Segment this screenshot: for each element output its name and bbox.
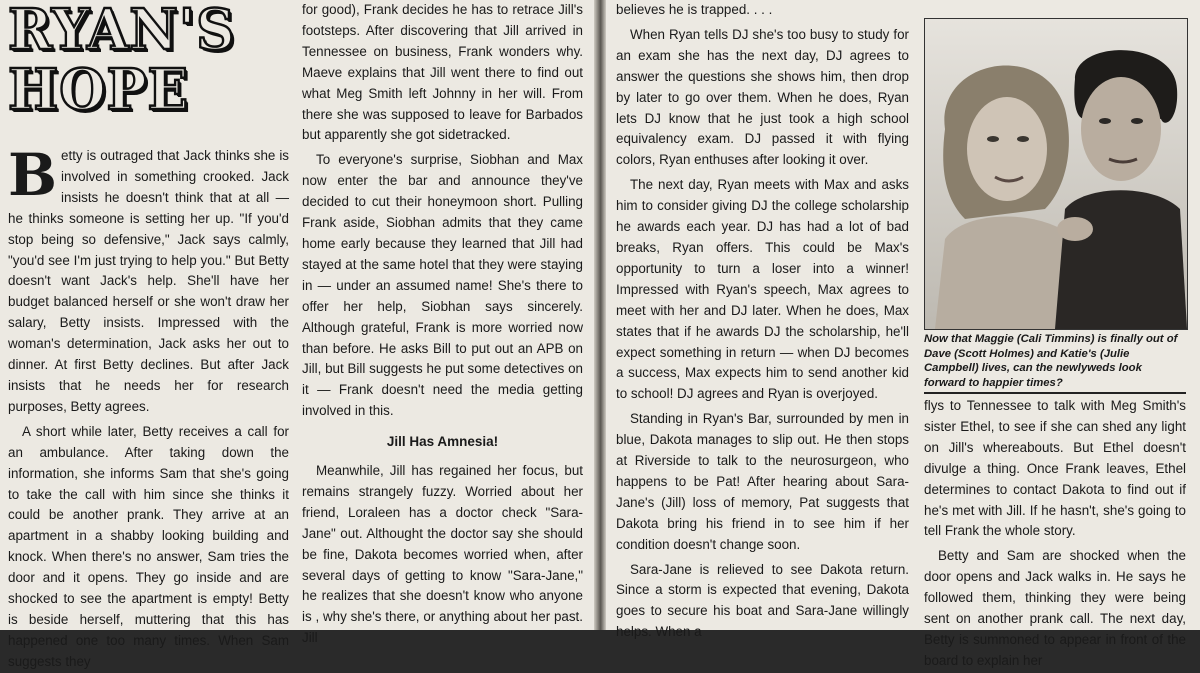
column-2 [302,0,583,646]
paragraph: The next day, Ryan meets with Max and asks him to consider giving DJ the college scholarship he awards each year. DJ has had a lot of bad breaks, Ryan offers. This could be Max's opportunity to turn a loser into a winner! Impressed with Ryan's speech, Max agrees to meet with her and DJ later. When he does, Max states that if he awards DJ the scholarship, he'll expect something in return — when DJ becomes a success, Max expects him to send another kid to school! DJ agrees and Ryan is overjoyed. [616,177,909,402]
book-gutter [594,0,606,630]
paragraph: believes he is trapped. . . . [616,2,773,17]
subheading: Jill Has Amnesia! [386,434,499,450]
paragraph [8,141,289,418]
left-page [0,0,594,669]
logo [8,0,289,140]
logo-line-1: RYAN'S [8,0,236,63]
photo-caption: Now that Maggie (Cali Timmins) is finally out of Dave (Scott Holmes) and Katie's (Julie Campbell) lives, can the newlyweds look forward to happier times? [924,333,1178,389]
photo [924,18,1188,330]
paragraph: To everyone's surprise, Siobhan and Max now enter the bar and announce they've decided to cut their honeymoon short. Pulling Frank aside, Siobhan admits that they came home early because they learned that Jill had stayed at the same hotel that they were staying in — under an assumed name! She's there to offer her help, Siobhan says sincerely. Although grateful, Frank is more worried now than before. He asks Bill to put out an APB on Jill, but Bill suggests he put some detectives on it — Frank doesn't need the media getting involved in this. [302,152,583,419]
paragraph: Sara-Jane is relieved to see Dakota return. Since a storm is expected that evening, Dakota goes to secure his boat and Sara-Jane willingly helps. When a [616,561,909,640]
paragraph: Meanwhile, Jill has regained her focus, but remains strangely fuzzy. Worried about her friend, Loraleen has a doctor check "Sara-Jane" out. Althought the doctor say she should be fine, Dakota becomes worried when, after several days of getting to know "Sara-Jane," he realizes that she doesn't know who anyone is , why she's there, or anything about her past. Jill [302,463,583,646]
column-4 [924,396,1186,668]
right-page [606,0,1200,668]
paragraph: Standing in Ryan's Bar, surrounded by men in blue, Dakota manages to slip out. He then stops at Riverside to talk to the neurosurgeon, who happens to be Pat! After hearing about Sara-Jane's (Jill) loss of memory, Pat suggests that Dakota bring his friend in to see him if her condition doesn't change soon. [616,411,909,552]
drop-cap: B [8,141,58,209]
column-3 [616,0,909,640]
paragraph: for good), Frank decides he has to retrace Jill's footsteps. After discovering that Jill arrived in Tennessee on business, Frank wonders why. Maeve explains that Jill went there to find out what Meg Smith left Johnny in her will. From there she was supposed to leave for Barbados but apparently she got sidetracked. [302,2,583,143]
couple-photo-illustration [925,19,1187,329]
paragraph: flys to Tennessee to talk with Meg Smith's sister Ethel, to see if she can shed any light on Jill's whereabouts. But Ethel doesn't divulge a thing. Once Frank leaves, Ethel determines to contact Dakota to find out if he's met with Jill. If he hasn't, she's going to tell Frank the whole story. [924,398,1186,539]
paragraph: Betty and Sam are shocked when the door opens and Jack walks in. He says he followed them, thinking they were being sent on another prank call. The next day, Betty is summoned to appear in front of the board to explain her [924,548,1186,668]
paragraph: A short while later, Betty receives a call for an ambulance. After taking down the information, she informs Sam that she's going to take the call with him since she thinks it could be another prank. They arrive at an apartment in a shabby looking building and knock. When there's no answer, Sam tries the door and it opens. They go inside and are shocked to see the apartment is empty! Betty is beside herself, muttering that this has happened one too many times. When Sam suggests they [8,423,289,669]
paragraph-text: etty is outraged that Jack thinks she is involved in something crooked. Jack insists he doesn't think that at all — he thinks someone is setting her up. "If you'd stop being so defensive," Jack says calmly, "you'd see I'm just trying to help you." But Betty doesn't want Jack's help. She'll have her budget balanced herself or she won't draw her salary, Betty insists. Impressed with the woman's determination, Jack asks her out to dinner. At first Betty declines. But after Jack insists that he needs her for research purposes, Betty agrees. [8,148,289,414]
logo-line-2: HOPE [8,57,189,123]
caption-divider [924,392,1186,394]
paragraph: When Ryan tells DJ she's too busy to study for an exam she has the next day, DJ agrees to answer the questions she shows him, then drop by later to go over them. When he does, Ryan lets DJ know that he just took a high school equivalency exam. DJ passed it with flying colors, Ryan enthuses after looking it over. [616,26,909,168]
column-1 [8,0,289,669]
